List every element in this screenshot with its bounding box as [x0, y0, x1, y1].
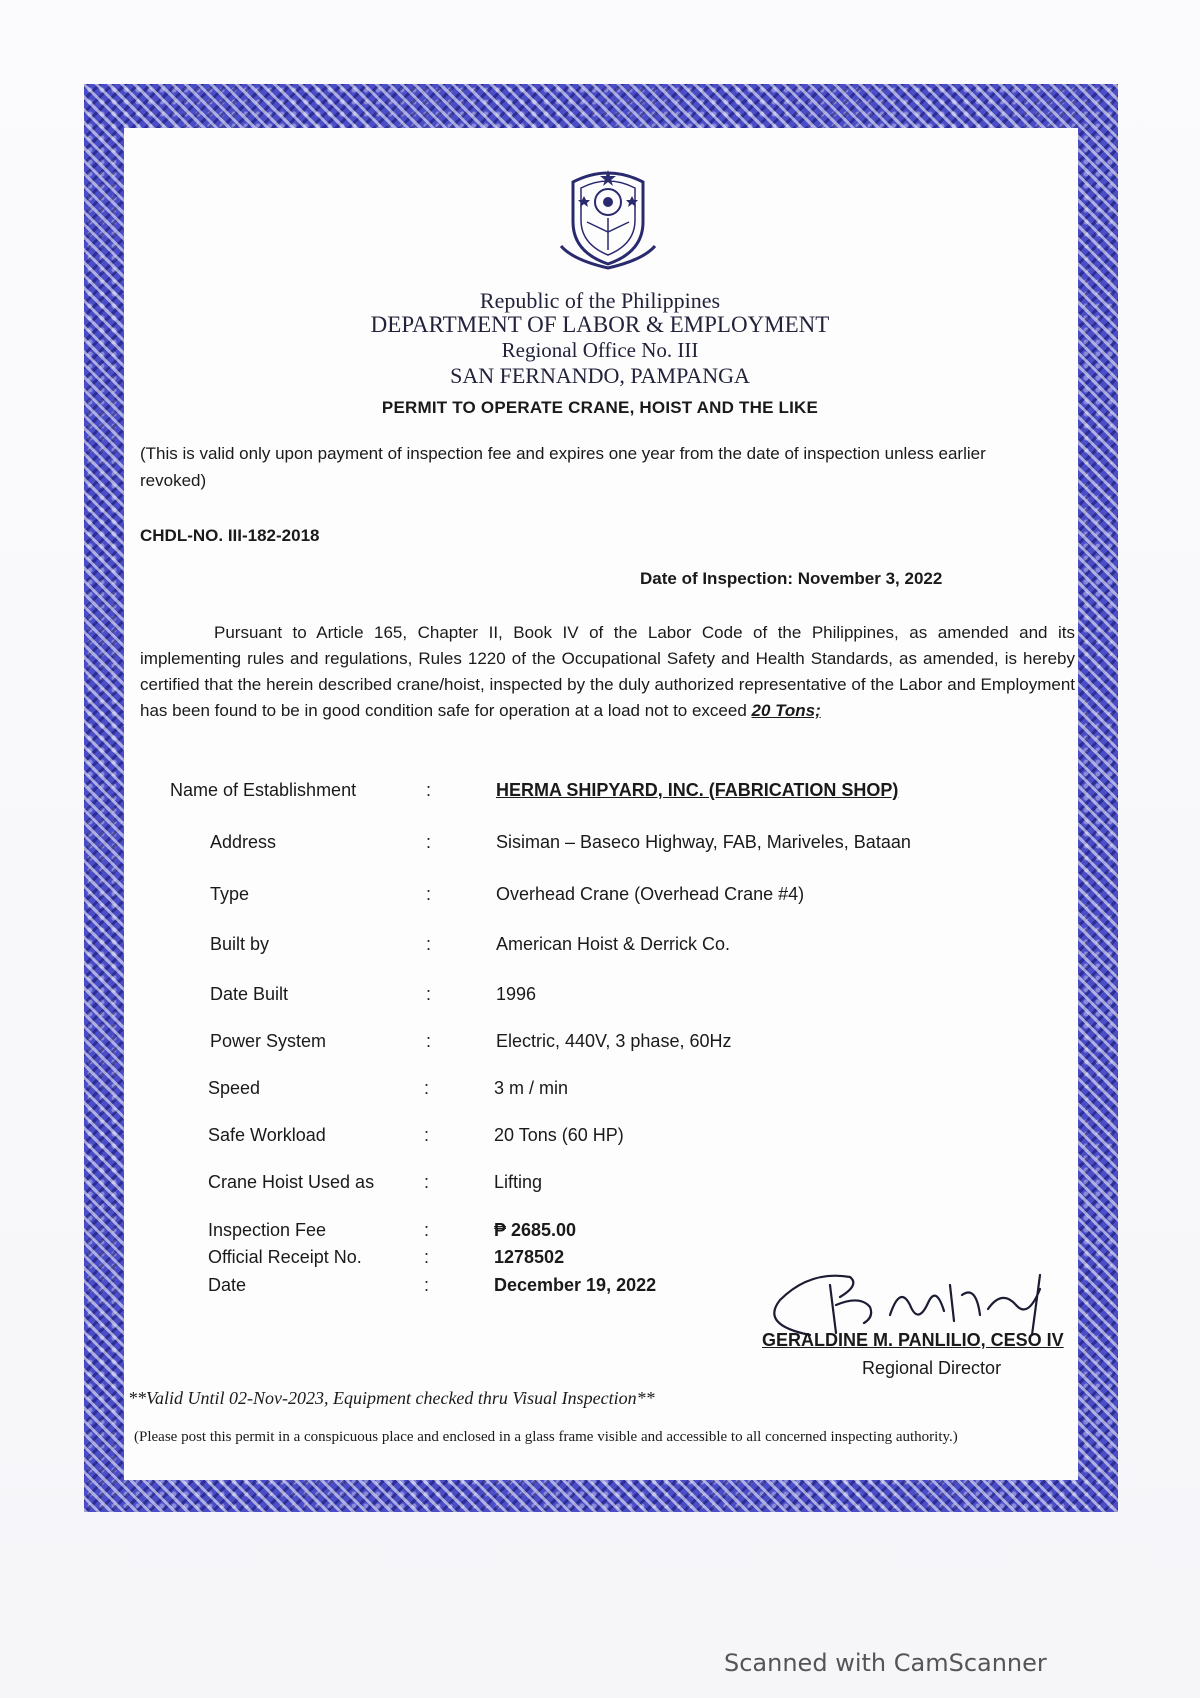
detail-label: Safe Workload [208, 1125, 326, 1145]
detail-value: Lifting [494, 1172, 543, 1192]
detail-label: Date [208, 1275, 247, 1295]
detail-colon: : [424, 1220, 430, 1240]
header-department: DEPARTMENT OF LABOR & EMPLOYMENT [370, 312, 830, 337]
validity-note: (This is valid only upon payment of inspection fee and expires one year from the date of inspection unless earlier revoked) [140, 444, 986, 490]
detail-value: Sisiman – Baseco Highway, FAB, Mariveles, Bataan [496, 832, 911, 852]
detail-colon: : [424, 1172, 430, 1192]
detail-label: Address [210, 832, 277, 852]
detail-value: 3 m / min [494, 1078, 569, 1098]
detail-label: Built by [210, 934, 270, 954]
detail-value: 1278502 [494, 1247, 565, 1267]
detail-colon: : [424, 1125, 430, 1145]
detail-label: Inspection Fee [208, 1220, 327, 1240]
detail-value: American Hoist & Derrick Co. [496, 934, 731, 954]
detail-label: Date Built [210, 984, 289, 1004]
detail-colon: : [424, 1078, 430, 1098]
detail-value: 1996 [496, 984, 537, 1004]
detail-label: Name of Establishment [170, 780, 357, 800]
detail-colon: : [424, 1247, 430, 1267]
detail-value: HERMA SHIPYARD, INC. (FABRICATION SHOP) [496, 780, 899, 800]
detail-value: Overhead Crane (Overhead Crane #4) [496, 884, 805, 904]
signatory-name: GERALDINE M. PANLILIO, CESO IV [762, 1330, 1064, 1350]
load-limit: 20 Tons; [751, 701, 821, 720]
signatory-title: Regional Director [862, 1358, 1002, 1378]
header-city: SAN FERNANDO, PAMPANGA [450, 363, 750, 388]
date-of-inspection: Date of Inspection: November 3, 2022 [640, 569, 943, 588]
detail-colon: : [426, 1031, 432, 1051]
header-republic: Republic of the Philippines [479, 288, 721, 313]
scanner-watermark: Scanned with CamScanner [724, 1649, 1047, 1677]
detail-colon: : [426, 832, 432, 852]
detail-label: Official Receipt No. [208, 1247, 362, 1267]
detail-value: Electric, 440V, 3 phase, 60Hz [496, 1031, 732, 1051]
government-seal-icon [553, 160, 663, 272]
chdl-number: CHDL-NO. III-182-2018 [140, 526, 320, 545]
detail-label: Type [210, 884, 250, 904]
detail-label: Crane Hoist Used as [208, 1172, 375, 1192]
certification-paragraph [140, 620, 1075, 724]
detail-value: ₱ 2685.00 [494, 1220, 577, 1240]
posting-instruction: (Please post this permit in a conspicuous place and enclosed in a glass frame visible and accessible to all concerned inspecting authority.) [134, 1429, 958, 1445]
header-region: Regional Office No. III [501, 338, 699, 362]
detail-colon: : [426, 984, 432, 1004]
detail-label: Speed [208, 1078, 261, 1098]
detail-label: Power System [210, 1031, 327, 1051]
detail-value: December 19, 2022 [494, 1275, 657, 1295]
detail-colon: : [426, 934, 432, 954]
detail-colon: : [426, 884, 432, 904]
detail-colon: : [424, 1275, 430, 1295]
detail-value: 20 Tons (60 HP) [494, 1125, 624, 1145]
valid-until-note: **Valid Until 02-Nov-2023, Equipment checked thru Visual Inspection** [128, 1388, 655, 1408]
certification-text: Pursuant to Article 165, Chapter II, Book IV of the Labor Code of the Philippines, as amended and its implementing rules and regulations, Rules 1220 of the Occupational Safety and Health Standards, as amended, is hereby certified that the herein described crane/hoist, inspected by the duly authorized representative of the Labor and Employment has been found to be in good condition safe for operation at a load not to exceed [140, 623, 1075, 720]
detail-colon: : [426, 780, 432, 800]
permit-title: PERMIT TO OPERATE CRANE, HOIST AND THE LIKE [381, 398, 819, 417]
